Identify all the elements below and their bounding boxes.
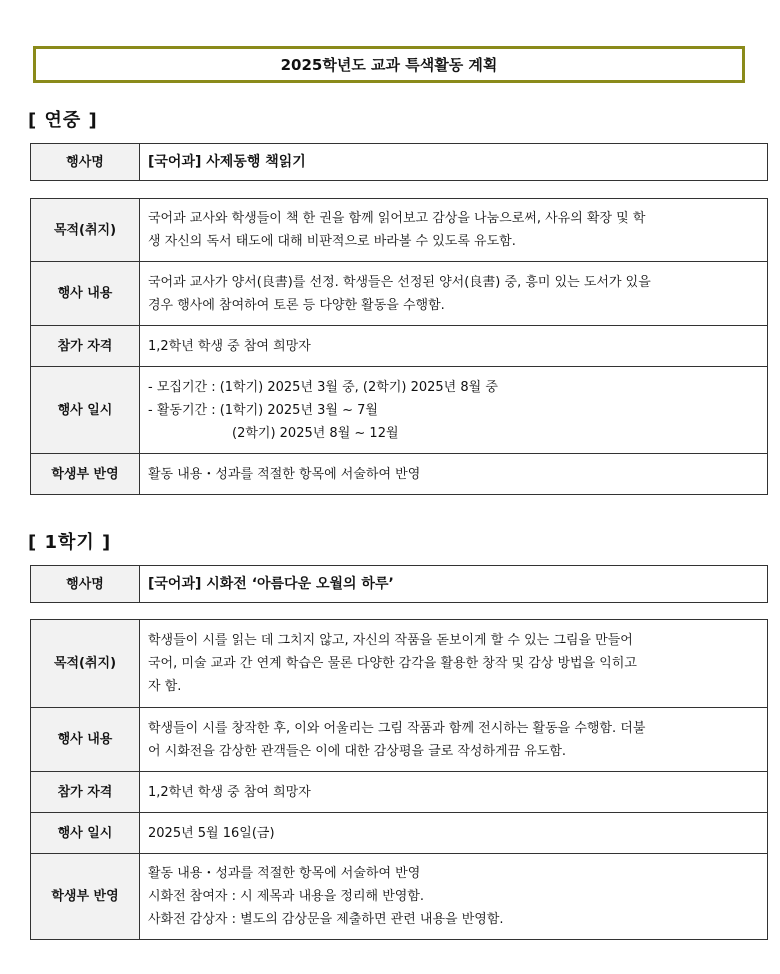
table-row	[31, 708, 768, 772]
row-value-record	[140, 854, 768, 940]
event-name-value: [국어과] 사제동행 책읽기	[140, 144, 768, 181]
table-row	[31, 813, 768, 854]
section-heading-semester1: [ 1학기 ]	[28, 532, 112, 553]
row-label-eligibility: 참가 자격	[31, 326, 140, 367]
row-label-eligibility: 참가 자격	[31, 772, 140, 813]
row-value-schedule	[140, 367, 768, 454]
table-row	[31, 772, 768, 813]
table-row	[31, 454, 768, 495]
text-line: - 활동기간 : (1학기) 2025년 3월 ~ 7월	[148, 402, 378, 418]
table-row	[31, 620, 768, 708]
event-name-table-yearlong	[30, 143, 768, 181]
table-row	[31, 854, 768, 940]
row-label-purpose: 목적(취지)	[31, 199, 140, 262]
row-label-record: 학생부 반영	[31, 454, 140, 495]
row-value-purpose	[140, 199, 768, 262]
row-value-content	[140, 708, 768, 772]
text-line: 활동 내용・성과를 적절한 항목에 서술하여 반영	[148, 466, 421, 482]
details-table-semester1	[30, 619, 768, 940]
table-row	[31, 199, 768, 262]
text-line: 1,2학년 학생 중 참여 희망자	[148, 338, 311, 354]
row-label-record: 학생부 반영	[31, 854, 140, 940]
event-name-label: 행사명	[31, 144, 140, 181]
row-value-purpose	[140, 620, 768, 708]
event-name-table-semester1	[30, 565, 768, 603]
text-line: 자 함.	[148, 679, 182, 694]
details-table-yearlong	[30, 198, 768, 495]
text-line: 국어과 교사와 학생들이 책 한 권을 함께 읽어보고 감상을 나눔으로써, 사유의 확장 및 학	[148, 211, 646, 226]
text-line: 학생들이 시를 창작한 후, 이와 어울리는 그림 작품과 함께 전시하는 활동을 수행함. 더불	[148, 720, 646, 736]
row-label-content: 행사 내용	[31, 708, 140, 772]
table-row	[31, 262, 768, 326]
text-line: 2025년 5월 16일(금)	[148, 825, 275, 841]
table-row	[31, 367, 768, 454]
row-label-schedule: 행사 일시	[31, 813, 140, 854]
text-line: (2학기) 2025년 8월 ~ 12월	[232, 425, 399, 441]
row-label-schedule: 행사 일시	[31, 367, 140, 454]
row-value-content	[140, 262, 768, 326]
row-value-schedule	[140, 813, 768, 854]
row-label-purpose: 목적(취지)	[31, 620, 140, 708]
text-line: 사화전 감상자 : 별도의 감상문을 제출하면 관련 내용을 반영함.	[148, 912, 504, 927]
row-value-eligibility	[140, 326, 768, 367]
document-title: 2025학년도 교과 특색활동 계획	[33, 46, 745, 83]
text-line: - 모집기간 : (1학기) 2025년 3월 중, (2학기) 2025년 8월 중	[148, 379, 498, 395]
row-value-eligibility	[140, 772, 768, 813]
text-line: 학생들이 시를 읽는 데 그치지 않고, 자신의 작품을 돋보이게 할 수 있는 그림을 만들어	[148, 633, 633, 648]
text-line: 국어, 미술 교과 간 연계 학습은 물론 다양한 감각을 활용한 창작 및 감상 방법을 익히고	[148, 656, 637, 671]
row-value-record	[140, 454, 768, 495]
event-name-value: [국어과] 시화전 ‘아름다운 오월의 하루’	[140, 566, 768, 603]
event-name-label: 행사명	[31, 566, 140, 603]
row-label-content: 행사 내용	[31, 262, 140, 326]
text-line: 국어과 교사가 양서(良書)를 선정. 학생들은 선정된 양서(良書) 중, 흥미 있는 도서가 있을	[148, 274, 651, 290]
text-line: 경우 행사에 참여하여 토론 등 다양한 활동을 수행함.	[148, 297, 445, 313]
section-heading-yearlong: [ 연중 ]	[28, 110, 98, 131]
table-row	[31, 326, 768, 367]
text-line: 1,2학년 학생 중 참여 희망자	[148, 784, 311, 800]
text-line: 어 시화전을 감상한 관객들은 이에 대한 감상평을 글로 작성하게끔 유도함.	[148, 743, 567, 759]
text-line: 활동 내용・성과를 적절한 항목에 서술하여 반영	[148, 866, 421, 881]
text-line: 시화전 참여자 : 시 제목과 내용을 정리해 반영함.	[148, 889, 425, 904]
text-line: 생 자신의 독서 태도에 대해 비판적으로 바라볼 수 있도록 유도함.	[148, 234, 516, 249]
